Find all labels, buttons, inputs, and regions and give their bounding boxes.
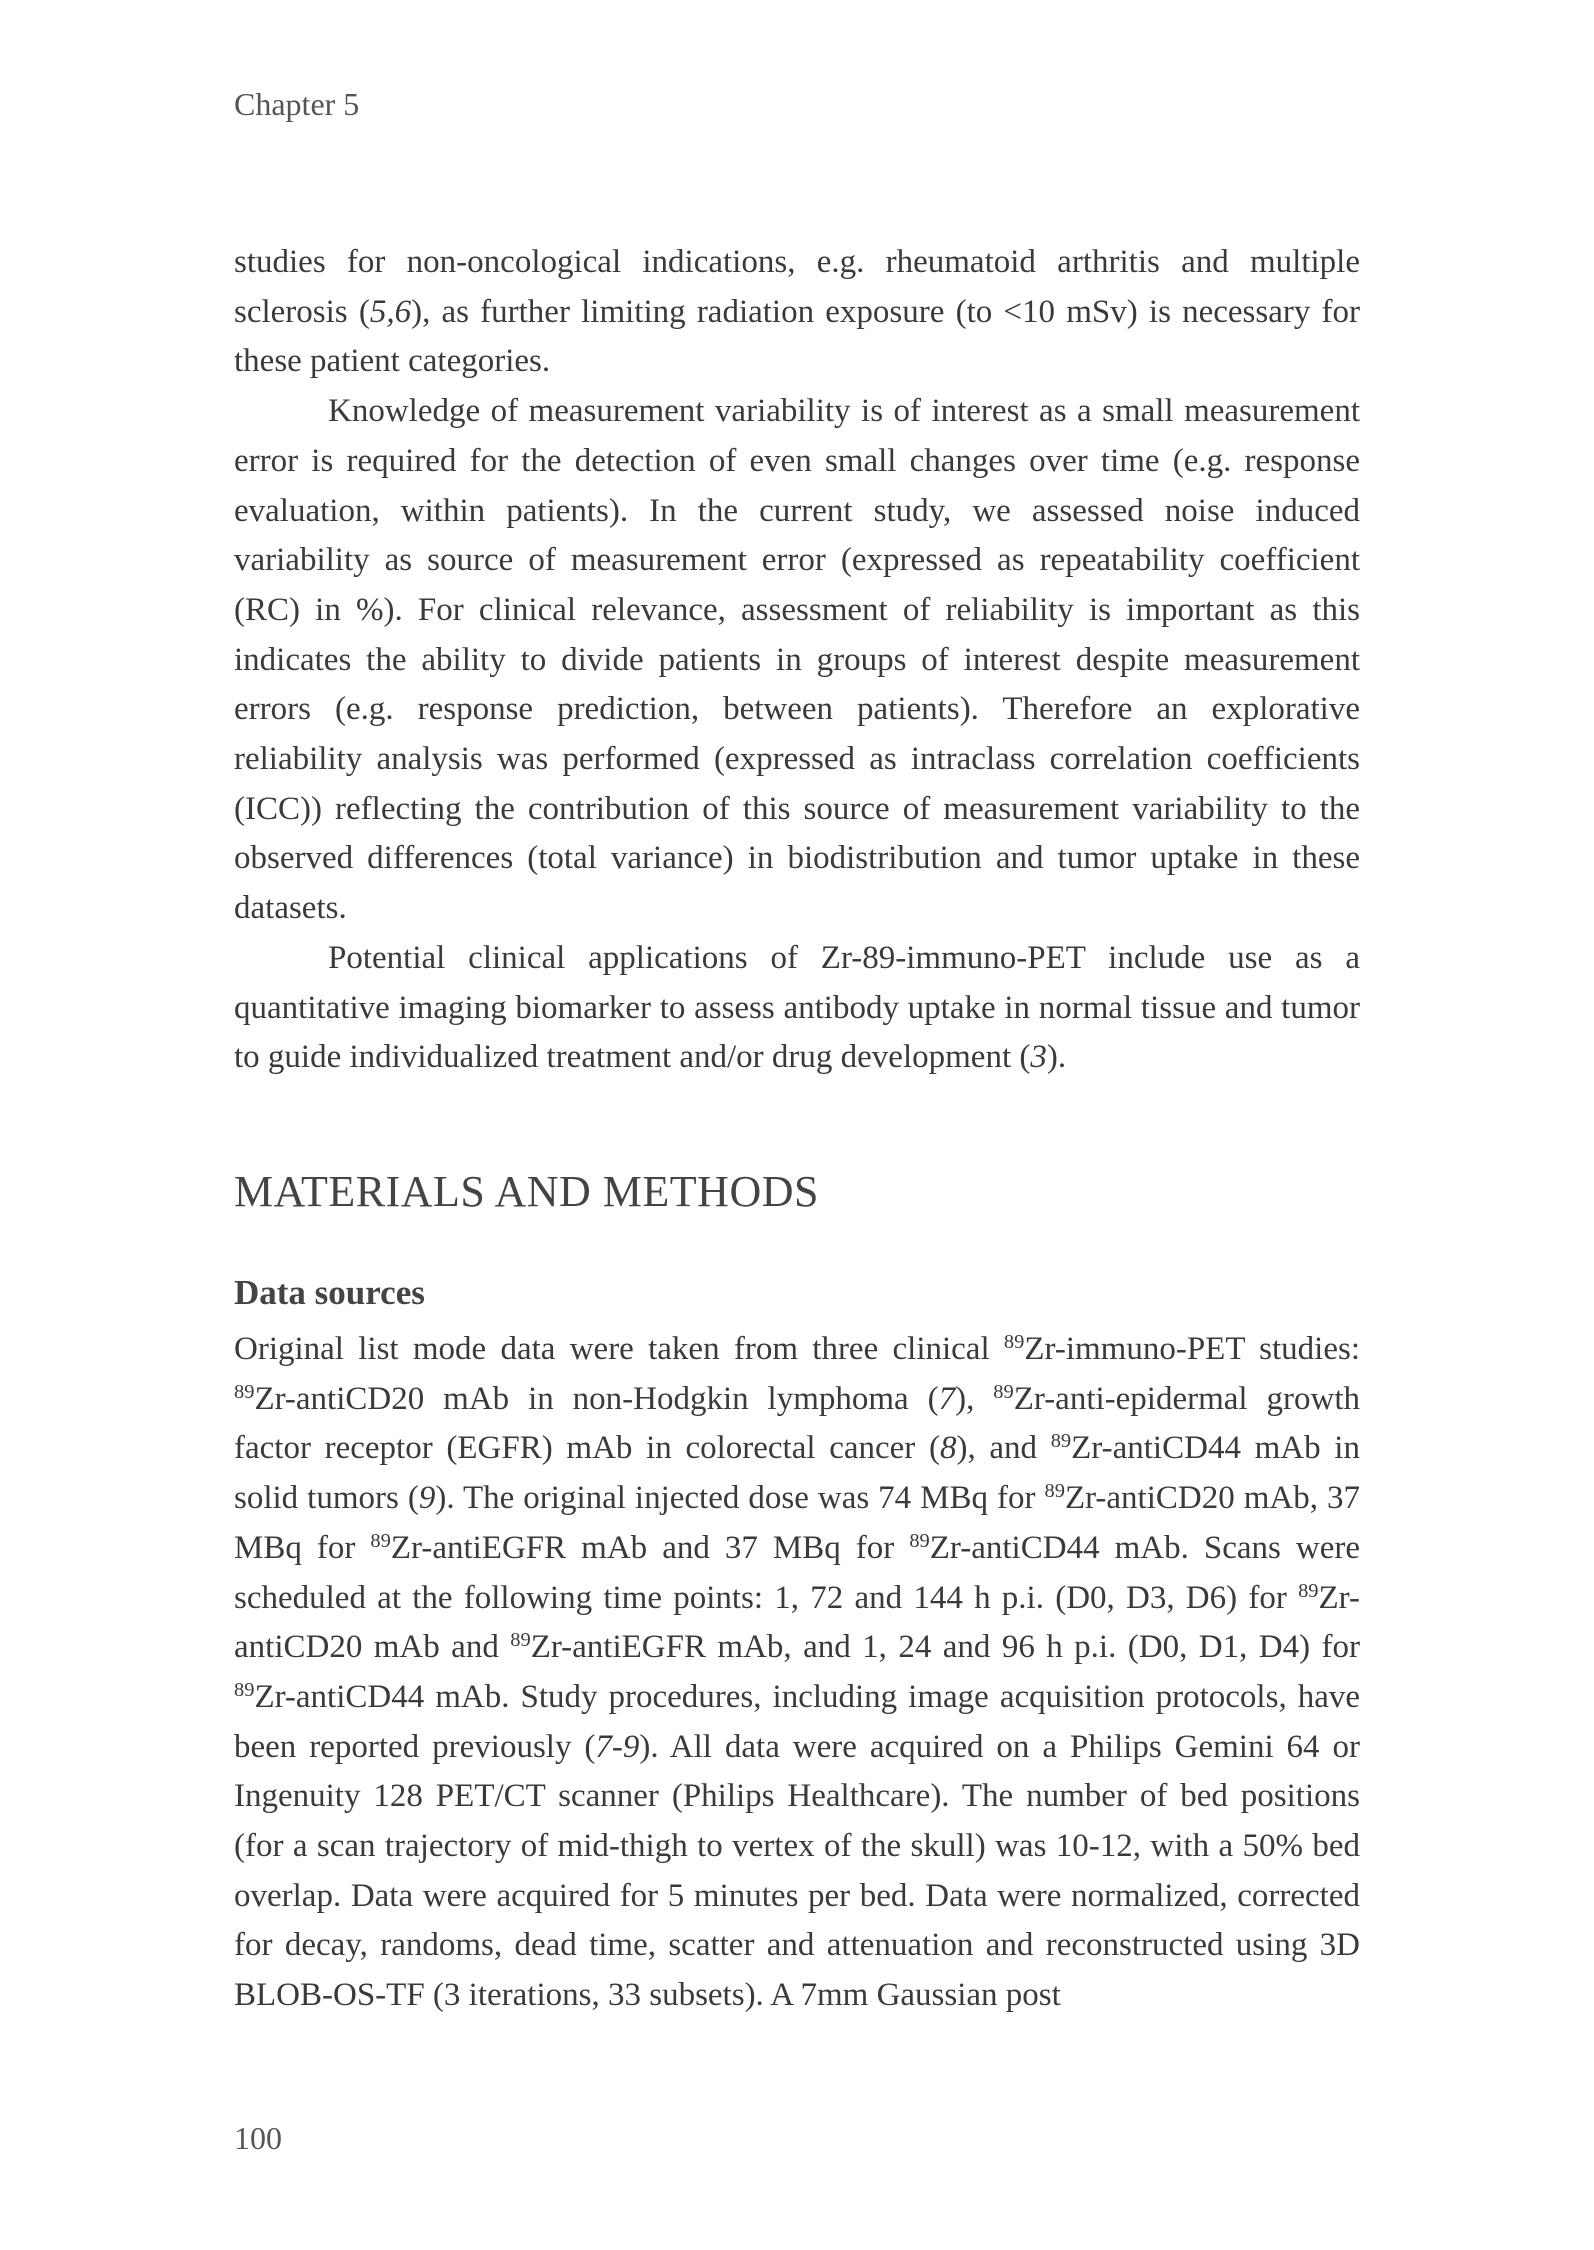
citation: 5,6 xyxy=(369,293,412,330)
citation: 3 xyxy=(1030,1039,1047,1076)
running-head: Chapter 5 xyxy=(234,86,360,122)
citation: 8 xyxy=(939,1430,957,1467)
citation: 9 xyxy=(418,1480,436,1517)
section-heading: MATERIALS AND METHODS xyxy=(234,1167,819,1216)
intro-text xyxy=(234,238,1360,1083)
paragraph-2: Knowledge of measurement variability is of interest as a small measurement error is required for the detection of even small changes over time (e.g. response evaluation, within patients). In the current study, we assessed noise induced variability as source of measurement error (expressed as repeatability coefficient (RC) in %). For clinical relevance, assessment of reliability is important as this indicates the ability to divide patients in groups of interest despite measurement errors (e.g. response prediction, between patients). Therefore an explorative reliability analysis was performed (expressed as intraclass correlation coefficients (ICC)) reflecting the contribution of this source of measurement variability to the observed differences (total variance) in biodistribution and tumor uptake in these datasets. xyxy=(234,393,1360,927)
data-sources-text xyxy=(234,1325,1360,2021)
paragraph-1: studies for non-oncological indications, e.g. rheumatoid arthritis and multiple sclerosis (5,6), as further limiting radiation exposure (to <10 mSv) is necessary for these patient categories. xyxy=(234,244,1361,380)
citation: 7 xyxy=(938,1380,956,1417)
page-number: 100 xyxy=(234,2120,282,2156)
paragraph-3: Potential clinical applications of Zr-89-immuno-PET include use as a quantitative imaging biomarker to assess antibody uptake in normal tissue and tumor to guide individualized treatment and/or drug development (3). xyxy=(234,939,1360,1076)
citation: 7-9 xyxy=(595,1728,640,1765)
paragraph-data-sources: Original list mode data were taken from three clinical $^{89}$Zr-immuno-PET studies: $^{89}$Zr-antiCD20 mAb in non-Hodgkin lymphoma (7), $^{89}$Zr-anti-epidermal growth factor receptor (EGFR) mAb in colorectal cancer (8), and $^{89}$Zr-antiCD44 mAb in solid tumors (9). The original injected dose was 74 MBq for $^{89}$Zr-antiCD20 mAb, 37 MBq for $^{89}$Zr-antiEGFR mAb and 37 MBq for $^{89}$Zr-antiCD44 mAb. Scans were scheduled at the following time points: 1, 72 and 144 h p.i. (D0, D3, D6) for $^{89}$Zr-antiCD20 mAb and $^{89}$Zr-antiEGFR mAb, and 1, 24 and 96 h p.i. (D0, D1, D4) for $^{89}$Zr-antiCD44 mAb. Study procedures, including image acquisition protocols, have been reported previously (7-9). All data were acquired on a Philips Gemini 64 or Ingenuity 128 PET/CT scanner (Philips Healthcare). The number of bed positions (for a scan trajectory of mid-thigh to vertex of the skull) was 10-12, with a 50% bed overlap. Data were acquired for 5 minutes per bed. Data were normalized, corrected for decay, randoms, dead time, scatter and attenuation and reconstructed using 3D BLOB-OS-TF (3 iterations, 33 subsets). A 7mm Gaussian post xyxy=(234,1330,1361,2014)
subsection-heading: Data sources xyxy=(234,1273,425,1312)
